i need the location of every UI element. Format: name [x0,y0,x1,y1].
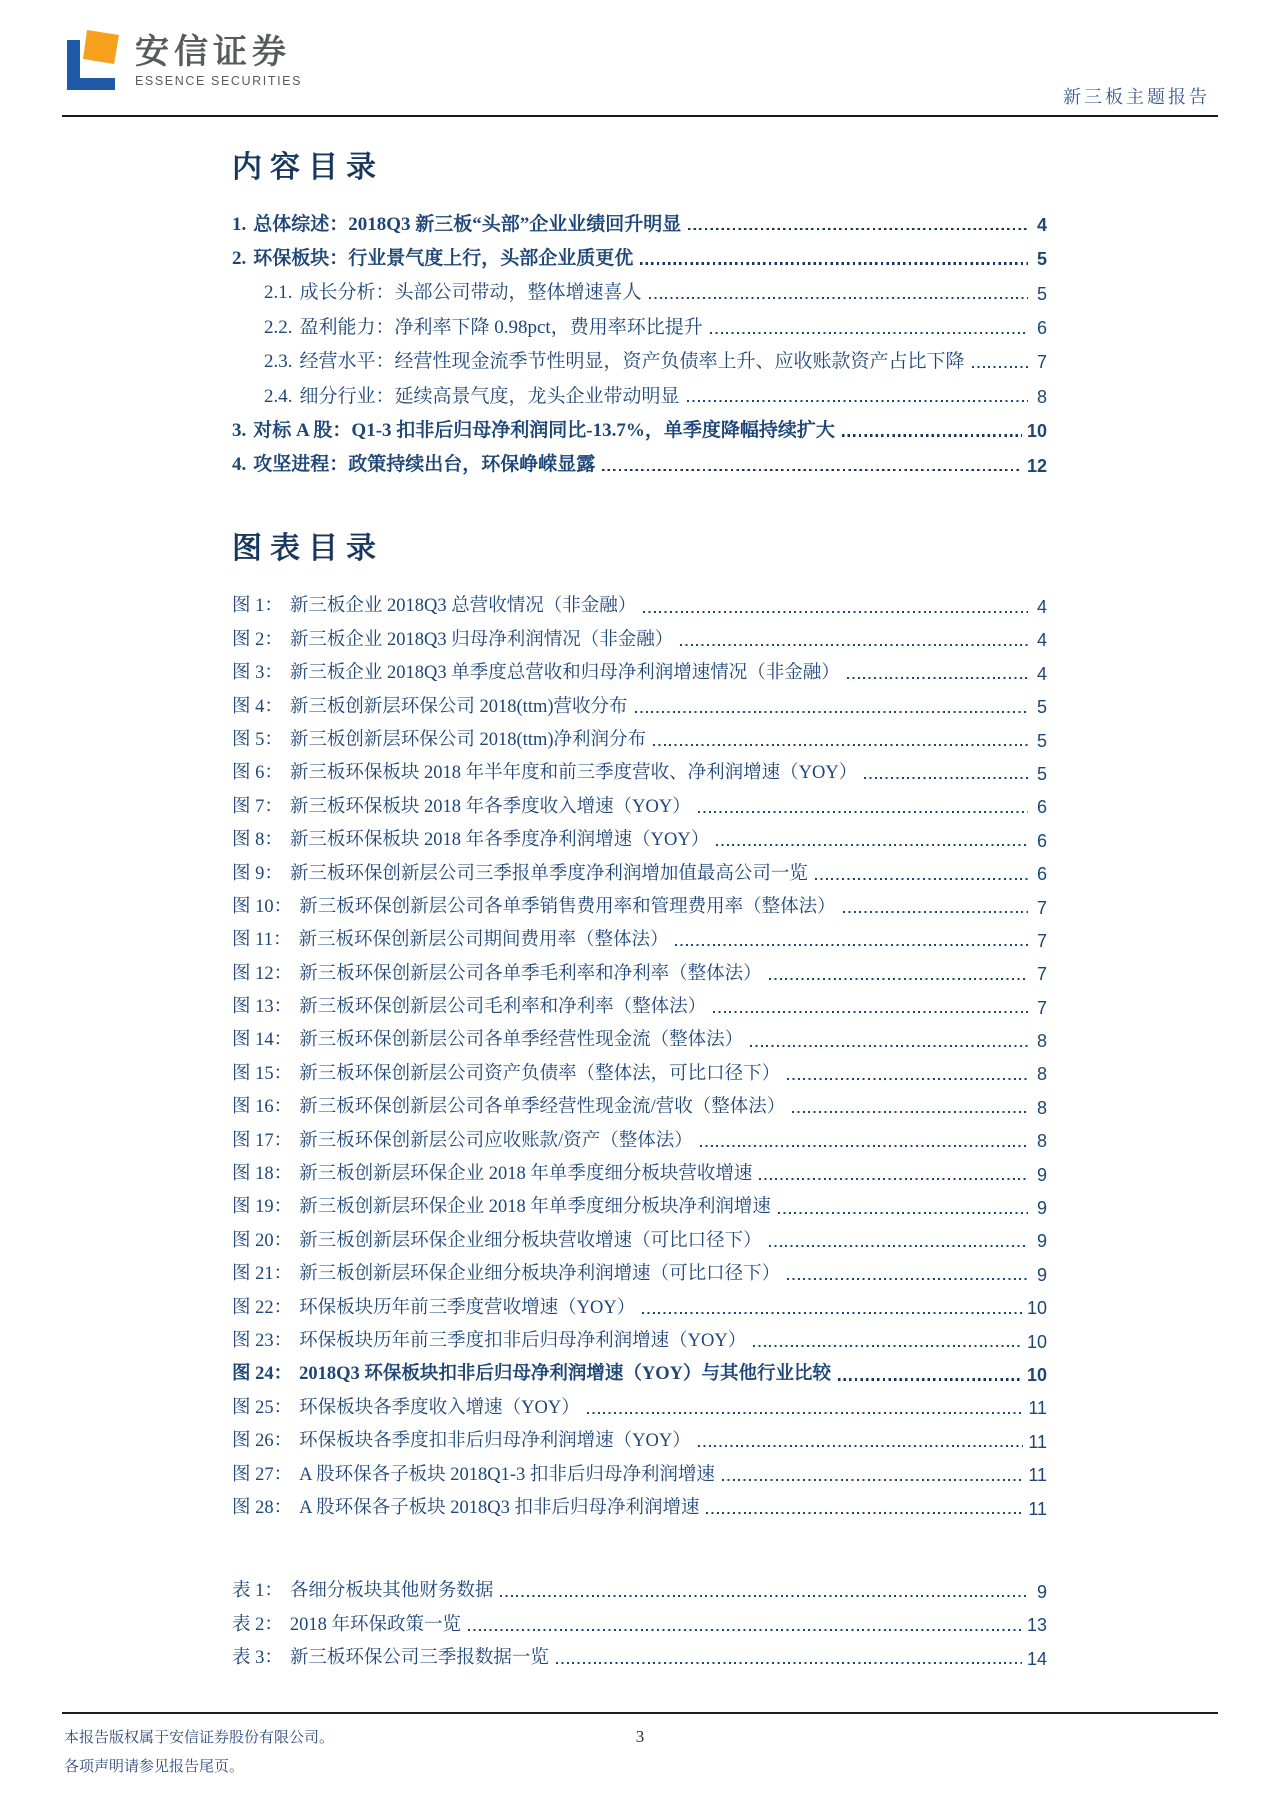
content-toc-list [232,202,1047,477]
entry-title: 盈利能力：净利率下降 0.98pct，费用率环比提升 [299,316,703,338]
entry-number: 图 26： [232,1431,293,1452]
entry-title: 环保板块各季度扣非后归母净利润增速（YOY） [299,1431,691,1452]
entry-number: 图 15： [232,1063,293,1084]
entry-number: 图 5： [232,729,283,750]
figure-toc-entry [232,1320,1047,1353]
essence-securities-logo-icon [63,28,121,92]
figure-toc-entry [232,785,1047,818]
dot-leader [769,1245,1028,1247]
entry-title: 新三板创新层环保公司 2018(ttm)净利润分布 [289,729,647,750]
entry-title: 攻坚进程：政策持续出台，环保峥嵘显露 [253,454,596,476]
entry-page-number: 8 [1036,1064,1047,1085]
entry-title: 2018 年环保政策一览 [289,1614,462,1635]
dot-leader [687,400,1028,402]
dot-leader [713,1011,1028,1013]
entry-title: 环保板块：行业景气度上行，头部企业质更优 [253,248,634,270]
entry-title: 新三板企业 2018Q3 归母净利润情况（非金融） [289,629,674,650]
entry-page-number: 10 [1026,421,1047,442]
entry-page-number: 5 [1036,249,1047,270]
dot-leader [843,911,1028,913]
dot-leader [688,228,1028,231]
entry-number: 图 20： [232,1230,293,1251]
entry-number: 图 24： [232,1364,293,1385]
entry-number: 2.4. [264,385,293,407]
dot-leader [864,777,1028,779]
entry-number: 图 7： [232,796,283,817]
entry-title: 环保板块历年前三季度扣非后归母净利润增速（YOY） [299,1330,747,1351]
entry-page-number: 10 [1026,1331,1047,1352]
figure-toc-entry [232,1053,1047,1086]
brand-name-en: ESSENCE SECURITIES [135,74,303,89]
dot-leader [587,1412,1024,1414]
entry-page-number: 11 [1028,1498,1047,1519]
brand-text-block [135,28,302,88]
entry-title: 总体综述：2018Q3 新三板“头部”企业业绩回升明显 [253,213,682,235]
footer-copyright-line1: 本报告版权属于安信证券股份有限公司。 [64,1730,335,1746]
content-toc-entry [232,202,1047,236]
figure-toc-entry [232,1353,1047,1386]
table-toc-entry [232,1603,1047,1636]
entry-number: 2.3. [264,351,293,373]
figure-toc-entry [232,752,1047,785]
entry-page-number: 11 [1028,1431,1047,1452]
entry-number: 图 28： [232,1497,293,1518]
dot-leader [653,744,1028,746]
entry-page-number: 14 [1026,1648,1047,1669]
page-body [232,142,1047,1670]
entry-title: 新三板企业 2018Q3 总营收情况（非金融） [289,596,637,617]
entry-title: 对标 A 股：Q1-3 扣非后归母净利润同比-13.7%，单季度降幅持续扩大 [253,419,835,441]
entry-title: 各细分板块其他财务数据 [289,1581,494,1602]
figure-toc-entry [232,585,1047,618]
content-toc-entry [232,236,1047,270]
dot-leader [602,469,1022,472]
content-toc-entry [232,340,1047,374]
dot-leader [759,1178,1028,1180]
entry-number: 1. [232,213,247,235]
entry-title: 新三板企业 2018Q3 单季度总营收和归母净利润增速情况（非金融） [289,663,840,684]
entry-title: 新三板环保板块 2018 年各季度收入增速（YOY） [289,796,691,817]
entry-page-number: 4 [1036,214,1047,235]
figure-toc-entry [232,1387,1047,1420]
entry-page-number: 9 [1036,1231,1047,1252]
entry-number: 图 4： [232,696,283,717]
dot-leader [750,1045,1028,1047]
dot-leader [716,844,1028,846]
entry-page-number: 6 [1036,830,1047,851]
entry-page-number: 8 [1036,1031,1047,1052]
entry-number: 表 3： [232,1648,283,1669]
figure-toc-entry [232,1220,1047,1253]
figure-toc-entry [232,886,1047,919]
entry-number: 图 22： [232,1297,293,1318]
entry-title: 新三板创新层环保企业细分板块净利润增速（可比口径下） [299,1264,781,1285]
entry-title: 成长分析：头部公司带动，整体增速喜人 [299,282,642,304]
entry-page-number: 8 [1036,1097,1047,1118]
brand-name-cn: 安信证券 [135,33,291,71]
entry-page-number: 11 [1028,1398,1047,1419]
dot-leader [649,297,1028,299]
entry-page-number: 13 [1026,1615,1047,1636]
entry-number: 图 14： [232,1030,293,1051]
entry-title: 新三板环保创新层公司应收账款/资产（整体法） [299,1130,693,1151]
entry-page-number: 5 [1036,283,1047,304]
figure-toc-entry [232,1253,1047,1286]
dot-leader [842,434,1022,437]
figure-toc-entry [232,1153,1047,1186]
entry-number: 图 10： [232,896,293,917]
entry-number: 图 2： [232,629,283,650]
entry-number: 图 23： [232,1330,293,1351]
entry-title: 新三板环保公司三季报数据一览 [289,1648,549,1669]
entry-page-number: 8 [1036,1131,1047,1152]
figure-toc-entry [232,1186,1047,1219]
entry-title: 细分行业：延续高景气度，龙头企业带动明显 [299,385,680,407]
entry-page-number: 10 [1026,1365,1047,1385]
entry-page-number: 7 [1036,897,1047,918]
dot-leader [675,944,1028,946]
footer-copyright-line2: 各项声明请参见报告尾页。 [64,1758,245,1775]
dot-leader [787,1078,1028,1080]
dot-leader [710,332,1028,334]
entry-page-number: 12 [1026,455,1047,476]
dot-leader [500,1595,1028,1597]
entry-page-number: 6 [1036,864,1047,885]
entry-page-number: 6 [1036,318,1047,339]
entry-title: 新三板创新层环保企业 2018 年单季度细分板块营收增速 [299,1164,753,1185]
entry-number: 图 8： [232,830,283,851]
content-toc-entry [232,443,1047,477]
entry-title: 新三板环保创新层公司各单季毛利率和净利率（整体法） [299,963,762,984]
entry-page-number: 7 [1036,997,1047,1018]
entry-title: 新三板创新层环保企业 2018 年单季度细分板块净利润增速 [299,1197,771,1218]
figure-toc-entry [232,1420,1047,1453]
dot-leader [698,811,1028,813]
entry-page-number: 9 [1036,1198,1047,1219]
entry-number: 表 1： [232,1581,283,1602]
entry-page-number: 11 [1028,1465,1047,1486]
entry-page-number: 7 [1036,930,1047,951]
dot-leader [792,1111,1028,1113]
entry-page-number: 9 [1036,1164,1047,1185]
entry-page-number: 5 [1036,763,1047,784]
entry-title: A 股环保各子板块 2018Q3 扣非后归母净利润增速 [299,1497,700,1518]
figure-toc-entry [232,1119,1047,1152]
dot-leader [778,1212,1028,1214]
figure-toc-entry [232,952,1047,985]
entry-number: 3. [232,419,247,441]
entry-page-number: 4 [1036,597,1047,618]
content-toc-entry [232,408,1047,442]
figure-toc-entry [232,652,1047,685]
figure-toc-entry [232,852,1047,885]
figure-toc-entry [232,719,1047,752]
dot-leader [635,711,1028,713]
table-toc-list [232,1570,1047,1670]
dot-leader [769,978,1028,980]
figure-toc-entry [232,1019,1047,1052]
entry-number: 4. [232,454,247,476]
dot-leader [847,677,1028,679]
entry-number: 2.2. [264,316,293,338]
figure-toc-entry [232,919,1047,952]
entry-title: 新三板创新层环保公司 2018(ttm)营收分布 [289,696,628,717]
figure-toc-entry [232,685,1047,718]
entry-number: 图 3： [232,663,283,684]
entry-title: 新三板环保创新层公司各单季经营性现金流/营收（整体法） [299,1097,786,1118]
content-toc-title: 内容目录 [232,151,384,184]
entry-title: 新三板环保创新层公司各单季销售费用率和管理费用率（整体法） [299,896,836,917]
entry-page-number: 9 [1036,1581,1047,1602]
figure-toc-entry [232,1487,1047,1520]
entry-title: 新三板创新层环保企业细分板块营收增速（可比口径下） [299,1230,762,1251]
entry-number: 2. [232,248,247,270]
entry-number: 图 9： [232,863,283,884]
entry-page-number: 4 [1036,630,1047,651]
dot-leader [722,1479,1023,1481]
content-toc-entry [232,374,1047,408]
entry-number: 表 2： [232,1614,283,1635]
figure-toc-entry [232,1086,1047,1119]
entry-number: 图 12： [232,963,293,984]
content-toc-entry [232,271,1047,305]
entry-title: A 股环保各子板块 2018Q1-3 扣非后归母净利润增速 [299,1464,715,1485]
entry-number: 图 21： [232,1264,293,1285]
page-number: 3 [635,1727,645,1746]
content-toc-entry [232,305,1047,339]
entry-number: 图 27： [232,1464,293,1485]
entry-page-number: 9 [1036,1264,1047,1285]
dot-leader [706,1512,1023,1514]
footer-divider [62,1712,1218,1714]
entry-title: 新三板环保创新层公司三季报单季度净利润增加值最高公司一览 [289,863,808,884]
dot-leader [972,366,1028,368]
entry-title: 经营水平：经营性现金流季节性明显，资产负债率上升、应收账款资产占比下降 [299,351,965,373]
dot-leader [640,262,1028,265]
entry-title: 新三板环保板块 2018 年半年度和前三季度营收、净利润增速（YOY） [289,763,858,784]
entry-page-number: 5 [1036,697,1047,718]
entry-title: 新三板环保板块 2018 年各季度净利润增速（YOY） [289,830,710,851]
figure-toc-entry [232,619,1047,652]
entry-page-number: 8 [1036,386,1047,407]
figure-toc-entry [232,1286,1047,1319]
entry-title: 新三板环保创新层公司毛利率和净利率（整体法） [299,997,707,1018]
entry-number: 2.1. [264,282,293,304]
entry-number: 图 13： [232,997,293,1018]
table-toc-entry [232,1637,1047,1670]
dot-leader [680,644,1028,646]
dot-leader [753,1345,1022,1347]
dot-leader [838,1378,1022,1381]
chart-toc-title: 图表目录 [232,532,384,566]
entry-page-number: 7 [1036,352,1047,373]
company-logo [63,28,302,92]
table-toc-entry [232,1570,1047,1603]
entry-page-number: 4 [1036,663,1047,684]
entry-page-number: 5 [1036,730,1047,751]
entry-number: 图 1： [232,596,283,617]
entry-number: 图 18： [232,1164,293,1185]
entry-number: 图 11： [232,930,292,951]
dot-leader [700,1145,1028,1147]
report-type-label: 新三板主题报告 [1063,87,1210,107]
entry-page-number: 10 [1026,1298,1047,1319]
entry-title: 新三板环保创新层公司各单季经营性现金流（整体法） [299,1030,744,1051]
figure-toc-entry [232,1453,1047,1486]
entry-number: 图 19： [232,1197,293,1218]
header-divider [62,115,1218,117]
entry-title: 环保板块历年前三季度营收增速（YOY） [299,1297,636,1318]
figure-toc-entry [232,819,1047,852]
figure-toc-entry [232,986,1047,1019]
entry-title: 环保板块各季度收入增速（YOY） [299,1397,580,1418]
dot-leader [787,1278,1028,1280]
dot-leader [556,1662,1022,1664]
dot-leader [698,1445,1024,1447]
entry-title: 新三板环保创新层公司期间费用率（整体法） [298,930,669,951]
entry-number: 图 6： [232,763,283,784]
dot-leader [815,878,1028,880]
dot-leader [643,611,1028,613]
entry-page-number: 7 [1036,964,1047,985]
entry-number: 图 16： [232,1097,293,1118]
entry-page-number: 6 [1036,797,1047,818]
figure-toc-list [232,585,1047,1520]
entry-number: 图 17： [232,1130,293,1151]
dot-leader [468,1629,1022,1631]
entry-title: 新三板环保创新层公司资产负债率（整体法，可比口径下） [299,1063,781,1084]
dot-leader [642,1312,1022,1314]
entry-number: 图 25： [232,1397,293,1418]
entry-title: 2018Q3 环保板块扣非后归母净利润增速（YOY）与其他行业比较 [299,1364,832,1385]
